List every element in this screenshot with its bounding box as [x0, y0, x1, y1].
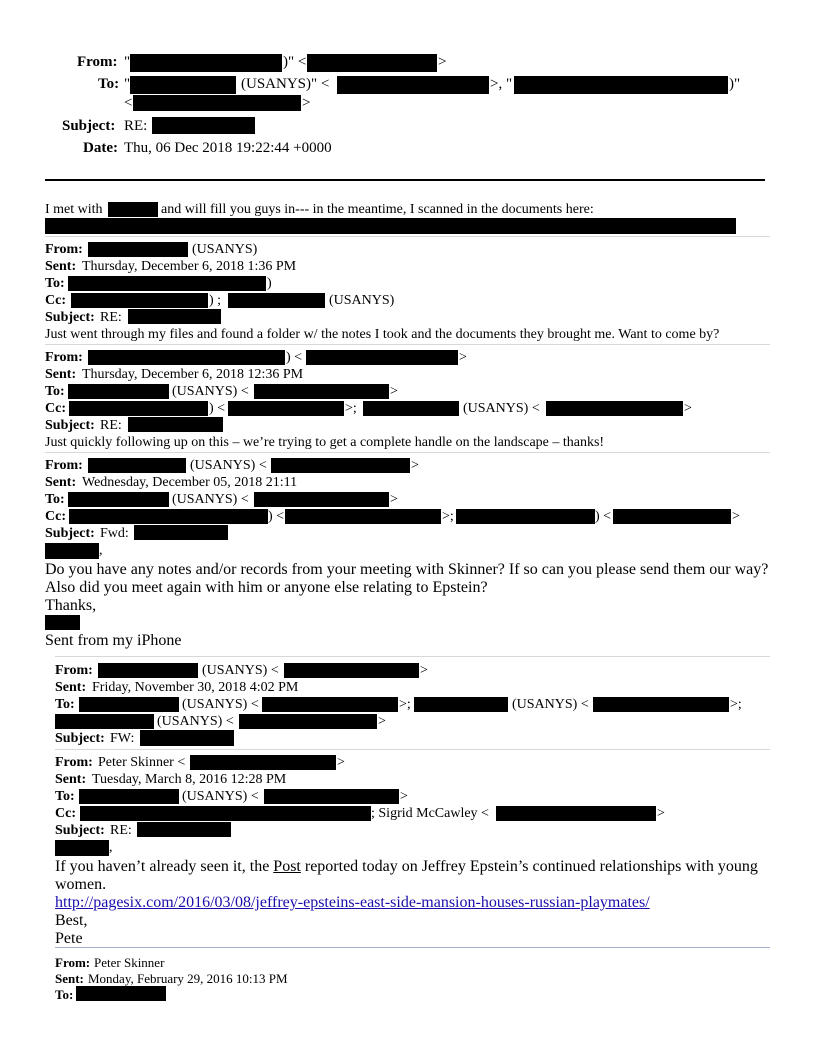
- to-lt: <: [124, 95, 133, 111]
- redaction: [71, 293, 208, 308]
- m1-body: Just went through my files and found a folder w/ the notes I took and the documents they brought me. Want to come by?: [45, 327, 720, 342]
- m4-sent-label: Sent:: [55, 680, 87, 695]
- m4-to-b: >;: [399, 697, 411, 712]
- m3-subject: Fwd:: [100, 526, 129, 541]
- subject-value: RE:: [124, 118, 148, 134]
- m3-to-mid: (USANYS) <: [172, 492, 249, 507]
- redaction: [79, 789, 179, 804]
- redaction: [363, 401, 459, 416]
- m5-to-end: >: [400, 789, 408, 804]
- redaction: [228, 293, 325, 308]
- m2-subject: RE:: [100, 418, 122, 433]
- m5-subject-label: Subject:: [55, 823, 105, 838]
- redaction: [45, 615, 80, 630]
- divider: [45, 344, 770, 345]
- redaction: [137, 822, 231, 837]
- date-label: Date:: [83, 140, 118, 156]
- redaction: [307, 54, 437, 72]
- redaction: [68, 492, 169, 507]
- m1-subject-label: Subject:: [45, 310, 95, 325]
- divider: [55, 656, 770, 657]
- m2-to-end: >: [390, 384, 398, 399]
- m3-sent: Wednesday, December 05, 2018 21:11: [82, 475, 298, 490]
- to-gt: >: [302, 95, 311, 111]
- m3-line3: Thanks,: [45, 597, 97, 614]
- redaction: [593, 697, 729, 712]
- m5-to-mid: (USANYS) <: [182, 789, 259, 804]
- post-link[interactable]: Post: [273, 858, 301, 875]
- redaction: [414, 697, 508, 712]
- redaction: [79, 697, 179, 712]
- m2-cc-label: Cc:: [45, 401, 66, 416]
- redacted-link: [45, 218, 736, 234]
- m5-body-b: reported today on Jeffrey Epstein’s continued relationships with young: [304, 858, 758, 875]
- redaction: [134, 525, 228, 540]
- m2-cc-c: (USANYS) <: [463, 401, 540, 416]
- m4-from-label: From:: [55, 663, 93, 678]
- m5-from-end: >: [337, 755, 345, 770]
- redaction: [285, 509, 441, 524]
- m1-to-tail: ): [267, 276, 272, 291]
- redaction: [228, 401, 344, 416]
- m2-to-label: To:: [45, 384, 65, 399]
- m3-from-end: >: [411, 458, 419, 473]
- m1-from-tail: (USANYS): [192, 242, 258, 257]
- redaction: [108, 202, 158, 217]
- m2-cc-d: >: [684, 401, 692, 416]
- m4-to-e: (USANYS) <: [157, 714, 234, 729]
- redaction: [306, 350, 458, 365]
- m3-cc-label: Cc:: [45, 509, 66, 524]
- redaction: [337, 76, 489, 94]
- to-quote: ": [124, 76, 131, 92]
- redaction: [69, 509, 268, 524]
- m5-body-a: If you haven’t already seen it, the: [55, 858, 270, 875]
- m2-body: Just quickly following up on this – we’re trying to get a complete handle on the landscape – thanks!: [45, 435, 605, 450]
- m6-sent-label: Sent:: [55, 971, 84, 986]
- redaction: [68, 276, 266, 291]
- to-part3: )": [729, 76, 741, 92]
- redaction: [254, 384, 389, 399]
- redaction: [98, 663, 198, 678]
- m3-subject-label: Subject:: [45, 526, 95, 541]
- from-sep: )" <: [283, 54, 307, 70]
- m5-cc-label: Cc:: [55, 806, 76, 821]
- m3-comma: ,: [99, 543, 103, 558]
- divider: [45, 236, 770, 237]
- m1-to-label: To:: [45, 276, 65, 291]
- m5-best: Best,: [55, 912, 88, 929]
- intro-text-a: I met with: [45, 202, 103, 217]
- m5-from: Peter Skinner <: [98, 755, 186, 770]
- redaction: [45, 543, 99, 559]
- m3-cc-b: >;: [442, 509, 454, 524]
- m2-cc-a: ) <: [209, 401, 226, 416]
- redaction: [262, 697, 398, 712]
- m2-sent-label: Sent:: [45, 367, 77, 382]
- redaction: [130, 76, 236, 94]
- redaction: [271, 458, 410, 473]
- m3-cc-c: ) <: [595, 509, 612, 524]
- m5-subject: RE:: [110, 823, 132, 838]
- from-quote: ": [124, 54, 131, 70]
- redaction: [128, 417, 223, 432]
- m4-sent: Friday, November 30, 2018 4:02 PM: [92, 680, 299, 695]
- m3-sent-label: Sent:: [45, 475, 77, 490]
- m3-from-label: From:: [45, 458, 83, 473]
- m1-subject: RE:: [100, 310, 122, 325]
- redaction: [254, 492, 389, 507]
- m1-from-label: From:: [45, 242, 83, 257]
- m4-to-c: (USANYS) <: [512, 697, 589, 712]
- header-divider: [45, 179, 765, 181]
- redaction: [496, 806, 656, 821]
- m6-sent: Monday, February 29, 2016 10:13 PM: [88, 971, 288, 986]
- redaction: [68, 384, 169, 399]
- m2-subject-label: Subject:: [45, 418, 95, 433]
- m3-to-label: To:: [45, 492, 65, 507]
- m5-sent-label: Sent:: [55, 772, 87, 787]
- m4-from-end: >: [420, 663, 428, 678]
- intro-text-b: and will fill you guys in--- in the meantime, I scanned in the documents here:: [161, 202, 594, 217]
- redaction: [130, 54, 282, 72]
- m3-to-end: >: [390, 492, 398, 507]
- redaction: [140, 730, 234, 746]
- redaction: [76, 986, 166, 1001]
- m3-line1: Do you have any notes and/or records from your meeting with Skinner? If so can you please send them our way?: [45, 561, 769, 578]
- divider: [55, 749, 770, 750]
- m5-to-label: To:: [55, 789, 75, 804]
- m5-from-label: From:: [55, 755, 93, 770]
- redaction: [128, 309, 221, 324]
- blue-divider: [55, 947, 770, 948]
- m5-body-c: women.: [55, 876, 107, 893]
- divider: [45, 452, 770, 453]
- m3-signoff: Sent from my iPhone: [45, 632, 182, 649]
- redaction: [88, 458, 186, 473]
- redaction: [613, 509, 731, 524]
- m1-cc-tail: (USANYS): [329, 293, 395, 308]
- m1-sent-label: Sent:: [45, 259, 77, 274]
- m4-subject: FW:: [110, 731, 135, 746]
- redaction: [80, 806, 371, 821]
- m4-subject-label: Subject:: [55, 731, 105, 746]
- redaction: [152, 117, 255, 134]
- m2-from-end: >: [459, 350, 467, 365]
- m2-from-mid: ) <: [286, 350, 303, 365]
- redaction: [69, 401, 208, 416]
- m5-sent: Tuesday, March 8, 2016 12:28 PM: [92, 772, 287, 787]
- m2-from-label: From:: [45, 350, 83, 365]
- m2-cc-b: >;: [345, 401, 357, 416]
- from-label: From:: [77, 54, 118, 70]
- m1-cc-label: Cc:: [45, 293, 66, 308]
- m6-to-label: To:: [55, 987, 74, 1002]
- m3-from-mid: (USANYS) <: [190, 458, 267, 473]
- to-part1: (USANYS)" <: [241, 76, 330, 92]
- m3-cc-a: ) <: [268, 509, 285, 524]
- m2-sent: Thursday, December 6, 2018 12:36 PM: [82, 367, 304, 382]
- date-value: Thu, 06 Dec 2018 19:22:44 +0000: [124, 140, 332, 156]
- m4-to-label: To:: [55, 697, 75, 712]
- m3-cc-d: >: [732, 509, 740, 524]
- to-label: To:: [98, 76, 120, 92]
- to-part2: >, ": [490, 76, 513, 92]
- redaction: [88, 242, 188, 257]
- m5-body-line1: [55, 858, 758, 876]
- redaction: [456, 509, 595, 524]
- m1-cc-mid: ) ;: [209, 293, 222, 308]
- m3-line2: Also did you meet again with him or anyone else relating to Epstein?: [45, 579, 488, 596]
- m4-to-d: >;: [730, 697, 742, 712]
- pagesix-link[interactable]: http://pagesix.com/2016/03/08/jeffrey-epsteins-east-side-mansion-houses-russian-playmates/: [55, 894, 650, 911]
- redaction: [239, 714, 377, 729]
- redaction: [546, 401, 683, 416]
- redaction: [190, 755, 336, 770]
- m1-sent: Thursday, December 6, 2018 1:36 PM: [82, 259, 297, 274]
- m2-to-mid: (USANYS) <: [172, 384, 249, 399]
- m4-to-a: (USANYS) <: [182, 697, 259, 712]
- from-end: >: [438, 54, 447, 70]
- m5-cc-mid: ; Sigrid McCawley <: [371, 806, 489, 821]
- redaction: [284, 663, 419, 678]
- m5-name: Pete: [55, 930, 83, 947]
- m5-comma: ,: [109, 840, 113, 855]
- redaction: [514, 76, 728, 94]
- m6-from: Peter Skinner: [94, 955, 165, 970]
- redaction: [55, 714, 154, 729]
- redaction: [133, 95, 301, 111]
- m4-from-mid: (USANYS) <: [202, 663, 279, 678]
- redaction: [55, 840, 109, 856]
- redaction: [88, 350, 285, 365]
- m5-cc-end: >: [657, 806, 665, 821]
- m6-from-label: From:: [55, 955, 91, 970]
- redaction: [264, 789, 399, 804]
- m4-to-f: >: [378, 714, 386, 729]
- subject-label: Subject:: [62, 118, 116, 134]
